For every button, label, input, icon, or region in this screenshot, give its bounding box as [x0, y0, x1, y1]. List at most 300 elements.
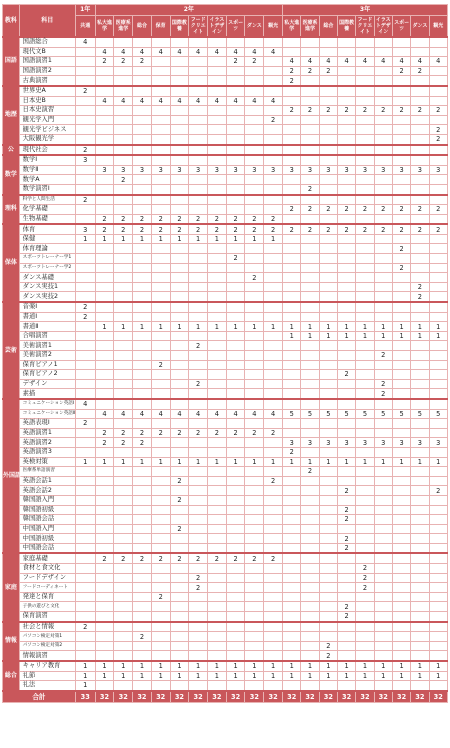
credit-cell	[133, 583, 152, 593]
credit-cell: 1	[301, 671, 319, 681]
credit-cell	[170, 641, 189, 651]
credit-cell: 1	[170, 661, 189, 671]
credit-cell	[264, 573, 283, 583]
credit-cell	[189, 651, 208, 661]
credit-cell	[208, 651, 227, 661]
credit-cell	[429, 115, 447, 125]
credit-cell	[245, 438, 264, 448]
credit-cell	[356, 145, 374, 156]
credit-cell	[151, 622, 170, 632]
credit-cell	[151, 505, 170, 515]
credit-cell: 2	[356, 573, 374, 583]
credit-cell: 1	[283, 661, 301, 671]
credit-cell	[429, 612, 447, 622]
credit-cell	[95, 254, 114, 264]
credit-cell	[226, 134, 245, 144]
credit-cell	[392, 476, 410, 486]
credit-cell	[264, 681, 283, 691]
credit-cell	[133, 273, 152, 283]
credit-cell	[245, 495, 264, 505]
credit-cell	[392, 651, 410, 661]
credit-cell	[151, 651, 170, 661]
credit-cell: 1	[337, 331, 355, 341]
credit-cell	[392, 125, 410, 135]
credit-cell	[170, 205, 189, 215]
credit-cell	[133, 641, 152, 651]
credit-cell	[95, 389, 114, 399]
credit-cell	[170, 419, 189, 429]
credit-cell	[392, 273, 410, 283]
credit-cell	[114, 543, 133, 553]
credit-cell	[95, 351, 114, 361]
credit-cell	[189, 282, 208, 292]
credit-cell	[264, 360, 283, 370]
credit-cell: 1	[411, 331, 429, 341]
credit-cell	[151, 37, 170, 47]
subject-name: 国語演習1	[19, 57, 75, 67]
credit-cell	[245, 534, 264, 544]
credit-cell	[337, 184, 355, 194]
credit-cell	[151, 573, 170, 583]
subject-row	[3, 553, 448, 563]
credit-cell	[301, 681, 319, 691]
credit-cell	[245, 184, 264, 194]
credit-cell: 3	[392, 438, 410, 448]
credit-cell	[114, 583, 133, 593]
credit-cell	[356, 155, 374, 165]
credit-cell	[226, 175, 245, 185]
credit-cell	[245, 115, 264, 125]
credit-cell	[429, 495, 447, 505]
subject-row	[3, 622, 448, 632]
credit-cell	[283, 214, 301, 224]
credit-cell: 2	[337, 534, 355, 544]
credit-cell	[226, 341, 245, 351]
credit-cell	[95, 534, 114, 544]
credit-cell: 4	[170, 409, 189, 419]
credit-cell	[392, 96, 410, 106]
credit-cell	[245, 312, 264, 322]
credit-cell	[283, 134, 301, 144]
credit-cell	[189, 438, 208, 448]
subject-row	[3, 125, 448, 135]
credit-cell	[283, 244, 301, 254]
credit-cell	[95, 360, 114, 370]
subject-row	[3, 457, 448, 467]
credit-cell	[264, 583, 283, 593]
credit-cell	[208, 37, 227, 47]
credit-cell	[151, 302, 170, 312]
credit-cell: 2	[114, 57, 133, 67]
total-cell: 32	[392, 691, 410, 703]
subject-row	[3, 37, 448, 47]
credit-cell: 4	[226, 409, 245, 419]
credit-cell	[411, 505, 429, 515]
credit-cell: 4	[95, 409, 114, 419]
credit-cell	[95, 632, 114, 642]
credit-cell	[133, 37, 152, 47]
credit-cell	[75, 524, 95, 534]
credit-cell	[264, 622, 283, 632]
credit-cell	[411, 214, 429, 224]
credit-cell	[301, 302, 319, 312]
credit-cell	[75, 341, 95, 351]
credit-cell	[133, 175, 152, 185]
subject-name: スポーツトレーナー学2	[19, 263, 75, 273]
credit-cell	[75, 379, 95, 389]
credit-cell	[411, 612, 429, 622]
credit-cell	[226, 155, 245, 165]
credit-cell: 1	[411, 322, 429, 332]
credit-cell	[319, 76, 337, 86]
credit-cell: 2	[170, 553, 189, 563]
credit-cell: 1	[151, 322, 170, 332]
credit-cell	[170, 134, 189, 144]
credit-cell	[264, 86, 283, 96]
credit-cell	[301, 564, 319, 574]
credit-cell	[264, 244, 283, 254]
subject-row	[3, 341, 448, 351]
credit-cell	[226, 302, 245, 312]
credit-cell	[392, 428, 410, 438]
credit-cell	[319, 524, 337, 534]
subject-row	[3, 184, 448, 194]
credit-cell	[114, 486, 133, 496]
credit-cell	[283, 399, 301, 409]
credit-cell	[151, 155, 170, 165]
year3-course-header: フードクリエイト	[357, 17, 373, 35]
credit-cell	[301, 76, 319, 86]
credit-cell	[95, 106, 114, 116]
credit-cell	[264, 505, 283, 515]
credit-cell	[114, 115, 133, 125]
credit-cell	[226, 399, 245, 409]
subject-row	[3, 399, 448, 409]
credit-cell	[208, 370, 227, 380]
category-label: 公	[3, 145, 20, 156]
credit-cell	[411, 273, 429, 283]
credit-cell	[337, 467, 355, 477]
credit-cell	[189, 467, 208, 477]
credit-cell	[283, 515, 301, 525]
credit-cell	[319, 379, 337, 389]
credit-cell	[95, 564, 114, 574]
credit-cell	[114, 476, 133, 486]
credit-cell	[226, 282, 245, 292]
credit-cell	[283, 96, 301, 106]
credit-cell	[319, 612, 337, 622]
credit-cell	[392, 292, 410, 302]
credit-cell: 1	[264, 234, 283, 244]
credit-cell	[374, 641, 392, 651]
credit-cell	[226, 66, 245, 76]
credit-cell	[133, 76, 152, 86]
subject-row	[3, 57, 448, 67]
credit-cell	[95, 651, 114, 661]
credit-cell	[429, 632, 447, 642]
credit-cell	[95, 263, 114, 273]
credit-cell	[95, 681, 114, 691]
credit-cell: 4	[75, 37, 95, 47]
credit-cell	[133, 263, 152, 273]
credit-cell	[208, 419, 227, 429]
credit-cell	[189, 66, 208, 76]
credit-cell	[114, 86, 133, 96]
credit-cell	[411, 175, 429, 185]
credit-cell	[337, 282, 355, 292]
credit-cell	[75, 573, 95, 583]
credit-cell: 2	[133, 224, 152, 234]
credit-cell	[411, 244, 429, 254]
credit-cell	[301, 592, 319, 602]
credit-cell	[114, 564, 133, 574]
subject-row	[3, 524, 448, 534]
credit-cell: 1	[301, 331, 319, 341]
credit-cell	[245, 37, 264, 47]
subject-row	[3, 573, 448, 583]
credit-cell	[392, 76, 410, 86]
credit-cell: 2	[95, 214, 114, 224]
credit-cell: 1	[429, 671, 447, 681]
total-cell: 32	[245, 691, 264, 703]
credit-cell	[114, 205, 133, 215]
common-course-header: 共通	[75, 16, 95, 38]
credit-cell	[245, 370, 264, 380]
credit-cell	[337, 86, 355, 96]
credit-cell	[392, 86, 410, 96]
credit-cell	[301, 47, 319, 57]
credit-cell	[392, 467, 410, 477]
credit-cell	[95, 76, 114, 86]
credit-cell	[151, 495, 170, 505]
credit-cell: 3	[133, 165, 152, 175]
credit-cell	[319, 115, 337, 125]
credit-cell	[133, 331, 152, 341]
subject-name: 英語演習1	[19, 428, 75, 438]
credit-cell	[133, 205, 152, 215]
credit-cell	[319, 602, 337, 612]
credit-cell	[301, 244, 319, 254]
credit-cell: 2	[337, 612, 355, 622]
credit-cell	[356, 505, 374, 515]
credit-cell	[319, 495, 337, 505]
credit-cell: 2	[245, 224, 264, 234]
year3-course-header: 観光	[429, 16, 447, 38]
credit-cell: 1	[319, 457, 337, 467]
credit-cell: 2	[264, 553, 283, 563]
credit-cell	[95, 312, 114, 322]
credit-cell	[75, 165, 95, 175]
credit-cell	[189, 486, 208, 496]
credit-cell: 3	[170, 165, 189, 175]
subject-name: 数学Ⅱ	[19, 165, 75, 175]
credit-cell	[319, 592, 337, 602]
credit-cell: 2	[75, 302, 95, 312]
credit-cell	[301, 37, 319, 47]
credit-cell	[226, 37, 245, 47]
credit-cell	[189, 125, 208, 135]
credit-cell	[264, 543, 283, 553]
credit-cell	[374, 399, 392, 409]
credit-cell: 1	[95, 234, 114, 244]
credit-cell	[319, 184, 337, 194]
credit-cell	[356, 486, 374, 496]
credit-cell	[114, 505, 133, 515]
credit-cell: 5	[411, 409, 429, 419]
credit-cell	[374, 583, 392, 593]
credit-cell	[301, 389, 319, 399]
credit-cell	[170, 302, 189, 312]
credit-cell: 2	[374, 205, 392, 215]
credit-cell: 5	[283, 409, 301, 419]
credit-cell	[301, 476, 319, 486]
credit-cell	[170, 622, 189, 632]
credit-cell	[374, 467, 392, 477]
credit-cell	[189, 447, 208, 457]
credit-cell	[189, 263, 208, 273]
credit-cell	[356, 86, 374, 96]
credit-cell	[337, 175, 355, 185]
total-cell: 32	[356, 691, 374, 703]
credit-cell	[226, 106, 245, 116]
credit-cell	[189, 302, 208, 312]
credit-cell	[429, 681, 447, 691]
category-label: 国語	[3, 37, 20, 86]
credit-cell	[245, 66, 264, 76]
credit-cell	[283, 341, 301, 351]
credit-cell	[301, 115, 319, 125]
credit-cell	[319, 234, 337, 244]
credit-cell	[264, 592, 283, 602]
credit-cell	[429, 543, 447, 553]
credit-cell	[319, 263, 337, 273]
credit-cell: 2	[95, 224, 114, 234]
credit-cell: 2	[226, 57, 245, 67]
credit-cell	[392, 564, 410, 574]
credit-cell: 2	[337, 543, 355, 553]
credit-cell	[392, 115, 410, 125]
credit-cell	[170, 399, 189, 409]
credit-cell	[429, 184, 447, 194]
credit-cell	[264, 564, 283, 574]
credit-cell	[356, 351, 374, 361]
credit-cell	[429, 592, 447, 602]
subject-name: 国語総合	[19, 37, 75, 47]
credit-cell	[337, 681, 355, 691]
credit-cell	[411, 592, 429, 602]
credit-cell	[283, 312, 301, 322]
credit-cell	[392, 515, 410, 525]
credit-cell	[319, 370, 337, 380]
credit-cell	[392, 419, 410, 429]
credit-cell	[337, 389, 355, 399]
credit-cell: 1	[208, 661, 227, 671]
year3-course-header: ダンス	[411, 16, 429, 38]
credit-cell	[114, 195, 133, 205]
credit-cell	[356, 273, 374, 283]
subject-name: 家庭基礎	[19, 553, 75, 563]
credit-cell	[75, 244, 95, 254]
credit-cell	[374, 234, 392, 244]
credit-cell: 2	[392, 263, 410, 273]
credit-cell	[264, 106, 283, 116]
credit-cell	[392, 612, 410, 622]
credit-cell: 2	[319, 106, 337, 116]
credit-cell: 3	[151, 165, 170, 175]
credit-cell	[189, 495, 208, 505]
credit-cell	[392, 573, 410, 583]
subject-name: コミュニケーション英語Ⅰ	[19, 399, 75, 409]
credit-cell	[208, 681, 227, 691]
credit-cell	[208, 134, 227, 144]
credit-cell	[75, 651, 95, 661]
credit-cell	[95, 66, 114, 76]
credit-cell	[208, 389, 227, 399]
total-cell: 32	[374, 691, 392, 703]
credit-cell	[301, 312, 319, 322]
credit-cell: 3	[374, 165, 392, 175]
credit-cell	[392, 524, 410, 534]
credit-cell	[356, 632, 374, 642]
credit-cell	[392, 254, 410, 264]
credit-cell	[374, 312, 392, 322]
subject-name: 英語会話1	[19, 476, 75, 486]
credit-cell	[208, 360, 227, 370]
credit-cell	[356, 543, 374, 553]
credit-cell	[151, 476, 170, 486]
credit-cell	[226, 86, 245, 96]
credit-cell: 2	[356, 106, 374, 116]
credit-cell: 1	[226, 661, 245, 671]
credit-cell: 2	[189, 573, 208, 583]
credit-cell	[208, 254, 227, 264]
credit-cell	[133, 486, 152, 496]
credit-cell	[264, 195, 283, 205]
credit-cell	[264, 125, 283, 135]
credit-cell: 1	[374, 331, 392, 341]
credit-cell	[301, 515, 319, 525]
credit-cell	[319, 632, 337, 642]
credit-cell	[264, 632, 283, 642]
credit-cell	[170, 115, 189, 125]
credit-cell	[283, 115, 301, 125]
credit-cell: 4	[429, 57, 447, 67]
credit-cell	[208, 155, 227, 165]
credit-cell: 2	[301, 106, 319, 116]
credit-cell: 5	[356, 409, 374, 419]
credit-cell	[264, 331, 283, 341]
credit-cell: 4	[189, 47, 208, 57]
credit-cell: 2	[319, 205, 337, 215]
credit-cell	[208, 543, 227, 553]
credit-cell: 1	[411, 457, 429, 467]
credit-cell: 1	[301, 322, 319, 332]
credit-cell	[301, 175, 319, 185]
credit-cell	[114, 134, 133, 144]
credit-cell	[245, 195, 264, 205]
credit-cell	[283, 370, 301, 380]
credit-cell: 4	[114, 47, 133, 57]
credit-cell: 4	[95, 96, 114, 106]
credit-cell: 4	[411, 57, 429, 67]
credit-cell	[95, 175, 114, 185]
credit-cell	[337, 263, 355, 273]
credit-cell	[208, 622, 227, 632]
subject-row	[3, 379, 448, 389]
credit-cell	[75, 184, 95, 194]
credit-cell	[374, 175, 392, 185]
subject-row	[3, 165, 448, 175]
